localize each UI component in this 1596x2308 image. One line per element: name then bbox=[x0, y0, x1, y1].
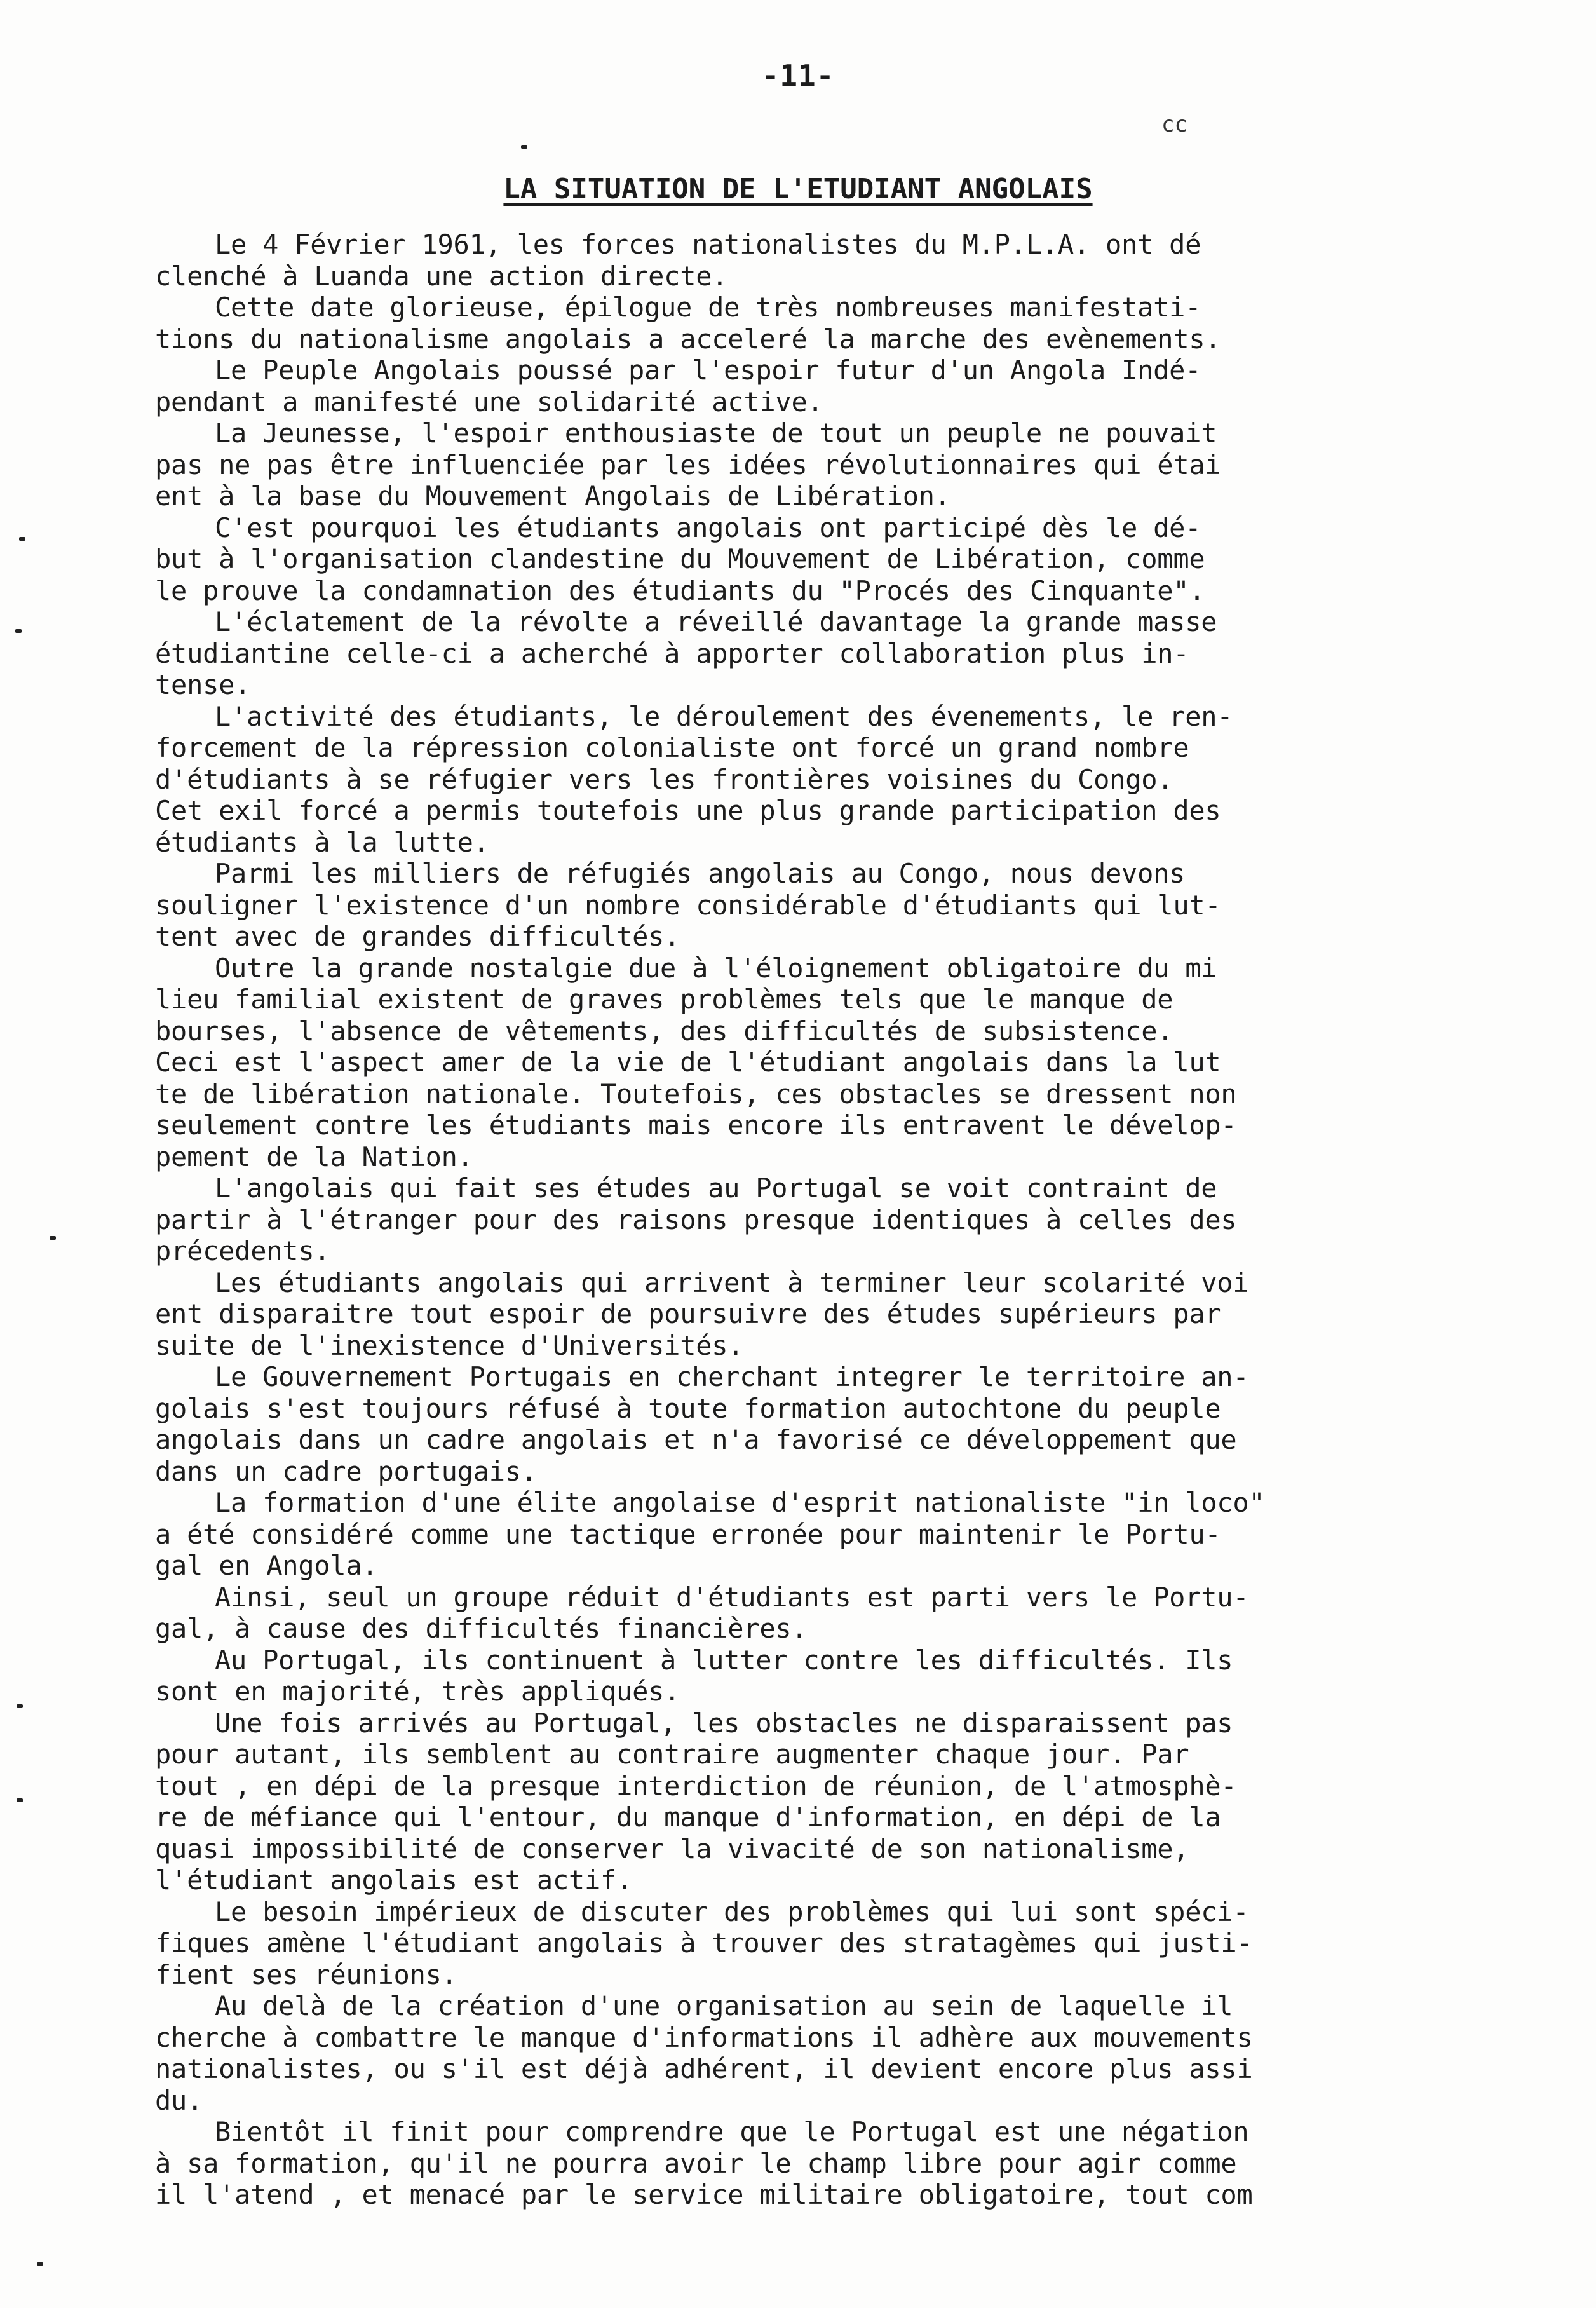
ink-speck bbox=[521, 145, 527, 149]
text-line: but à l'organisation clandestine du Mouvement de Libération, comme bbox=[155, 543, 1205, 574]
text-line: a été considéré comme une tactique erronée pour maintenir le Portu- bbox=[155, 1518, 1221, 1550]
text-line: ent disparaitre tout espoir de poursuivre des études supérieurs par bbox=[155, 1298, 1221, 1329]
text-line: La formation d'une élite angolaise d'esprit nationaliste "in loco" bbox=[215, 1487, 1265, 1518]
text-line: suite de l'inexistence d'Universités. bbox=[155, 1329, 744, 1361]
text-line: Le Gouvernement Portugais en cherchant integrer le territoire an- bbox=[215, 1361, 1249, 1392]
text-line: tout , en dépi de la presque interdiction de réunion, de l'atmosphè- bbox=[155, 1770, 1237, 1802]
text-line: à sa formation, qu'il ne pourra avoir le champ libre pour agir comme bbox=[155, 2147, 1237, 2179]
text-line: du. bbox=[155, 2084, 203, 2116]
text-line: La Jeunesse, l'espoir enthousiaste de tout un peuple ne pouvait bbox=[215, 417, 1217, 449]
text-line: L'éclatement de la révolte a réveillé davantage la grande masse bbox=[215, 606, 1217, 637]
text-line: Ceci est l'aspect amer de la vie de l'étudiant angolais dans la lut bbox=[155, 1047, 1221, 1078]
text-line: Ainsi, seul un groupe réduit d'étudiants est parti vers le Portu- bbox=[215, 1581, 1249, 1613]
text-line: sont en majorité, très appliqués. bbox=[155, 1676, 680, 1707]
text-line: forcement de la répression colonialiste ont forcé un grand nombre bbox=[155, 732, 1189, 763]
text-line: L'activité des étudiants, le déroulement des évenements, le ren- bbox=[215, 700, 1233, 732]
margin-mark bbox=[17, 1798, 23, 1802]
text-line: l'étudiant angolais est actif. bbox=[155, 1864, 633, 1896]
margin-mark bbox=[15, 629, 22, 633]
text-line: Au delà de la création d'une organisation au sein de laquelle il bbox=[215, 1990, 1233, 2021]
text-line: il l'atend , et menacé par le service militaire obligatoire, tout com bbox=[155, 2179, 1253, 2210]
text-line: Le besoin impérieux de discuter des problèmes qui lui sont spéci- bbox=[215, 1896, 1249, 1927]
text-line: d'étudiants à se réfugier vers les frontières voisines du Congo. bbox=[155, 763, 1173, 795]
text-line: précedents. bbox=[155, 1235, 330, 1266]
text-line: lieu familial existent de graves problèmes tels que le manque de bbox=[155, 984, 1173, 1015]
text-line: pement de la Nation. bbox=[155, 1141, 473, 1172]
text-line: pour autant, ils semblent au contraire augmenter chaque jour. Par bbox=[155, 1739, 1189, 1770]
text-line: Outre la grande nostalgie due à l'éloignement obligatoire du mi bbox=[215, 952, 1217, 984]
text-line: quasi impossibilité de conserver la vivacité de son nationalisme, bbox=[155, 1833, 1189, 1864]
text-line: cherche à combattre le manque d'informations il adhère aux mouvements bbox=[155, 2021, 1253, 2053]
text-line: te de libération nationale. Toutefois, ces obstacles se dressent non bbox=[155, 1078, 1237, 1110]
text-line: tions du nationalisme angolais a acceleré la marche des evènements. bbox=[155, 323, 1221, 355]
text-line: Parmi les milliers de réfugiés angolais au Congo, nous devons bbox=[215, 858, 1186, 889]
text-line: souligner l'existence d'un nombre considérable d'étudiants qui lut- bbox=[155, 889, 1221, 921]
text-line: gal, à cause des difficultés financières. bbox=[155, 1613, 808, 1644]
margin-mark bbox=[50, 1236, 56, 1240]
text-line: Le 4 Février 1961, les forces nationalistes du M.P.L.A. ont dé bbox=[215, 229, 1201, 260]
text-line: Au Portugal, ils continuent à lutter contre les difficultés. Ils bbox=[215, 1644, 1233, 1676]
text-line: fient ses réunions. bbox=[155, 1958, 457, 1990]
text-line: tent avec de grandes difficultés. bbox=[155, 921, 680, 952]
text-line: fiques amène l'étudiant angolais à trouver des stratagèmes qui justi- bbox=[155, 1927, 1253, 1958]
page-number: -11- bbox=[761, 58, 835, 93]
text-line: pendant a manifesté une solidarité active. bbox=[155, 386, 823, 417]
body-text bbox=[155, 229, 1515, 2211]
text-line: tense. bbox=[155, 669, 251, 700]
text-line: le prouve la condamnation des étudiants du "Procés des Cinquante". bbox=[155, 574, 1205, 606]
text-line: Bientôt il finit pour comprendre que le Portugal est une négation bbox=[215, 2116, 1249, 2147]
text-line: Les étudiants angolais qui arrivent à terminer leur scolarité voi bbox=[215, 1266, 1249, 1298]
text-line: étudiantine celle-ci a acherché à apporter collaboration plus in- bbox=[155, 637, 1189, 669]
text-line: Cette date glorieuse, épilogue de très nombreuses manifestati- bbox=[215, 292, 1201, 323]
text-line: L'angolais qui fait ses études au Portugal se voit contraint de bbox=[215, 1172, 1217, 1204]
text-line: seulement contre les étudiants mais encore ils entravent le dévelop- bbox=[155, 1110, 1237, 1141]
margin-mark bbox=[37, 2262, 43, 2266]
text-line: ent à la base du Mouvement Angolais de Libération. bbox=[155, 480, 950, 512]
text-line: dans un cadre portugais. bbox=[155, 1455, 537, 1487]
text-line: golais s'est toujours réfusé à toute formation autochtone du peuple bbox=[155, 1392, 1221, 1424]
text-line: gal en Angola. bbox=[155, 1550, 378, 1581]
text-line: Le Peuple Angolais poussé par l'espoir futur d'un Angola Indé- bbox=[215, 355, 1201, 386]
text-line: étudiants à la lutte. bbox=[155, 826, 489, 858]
text-line: Cet exil forcé a permis toutefois une plus grande participation des bbox=[155, 795, 1221, 826]
stray-marking: cc bbox=[1161, 112, 1187, 137]
document-title: LA SITUATION DE L'ETUDIANT ANGOLAIS bbox=[503, 173, 1093, 205]
text-line: partir à l'étranger pour des raisons presque identiques à celles des bbox=[155, 1204, 1237, 1235]
text-line: pas ne pas être influenciée par les idées révolutionnaires qui étai bbox=[155, 449, 1221, 480]
text-line: C'est pourquoi les étudiants angolais ont participé dès le dé- bbox=[215, 512, 1201, 543]
text-line: nationalistes, ou s'il est déjà adhérent, il devient encore plus assi bbox=[155, 2053, 1253, 2084]
margin-mark bbox=[17, 1704, 23, 1708]
text-line: re de méfiance qui l'entour, du manque d'information, en dépi de la bbox=[155, 1802, 1221, 1833]
text-line: clenché à Luanda une action directe. bbox=[155, 260, 728, 292]
margin-mark bbox=[19, 537, 25, 541]
text-line: bourses, l'absence de vêtements, des difficultés de subsistence. bbox=[155, 1015, 1173, 1047]
text-line: Une fois arrivés au Portugal, les obstacles ne disparaissent pas bbox=[215, 1707, 1233, 1739]
text-line: angolais dans un cadre angolais et n'a favorisé ce développement que bbox=[155, 1424, 1237, 1455]
